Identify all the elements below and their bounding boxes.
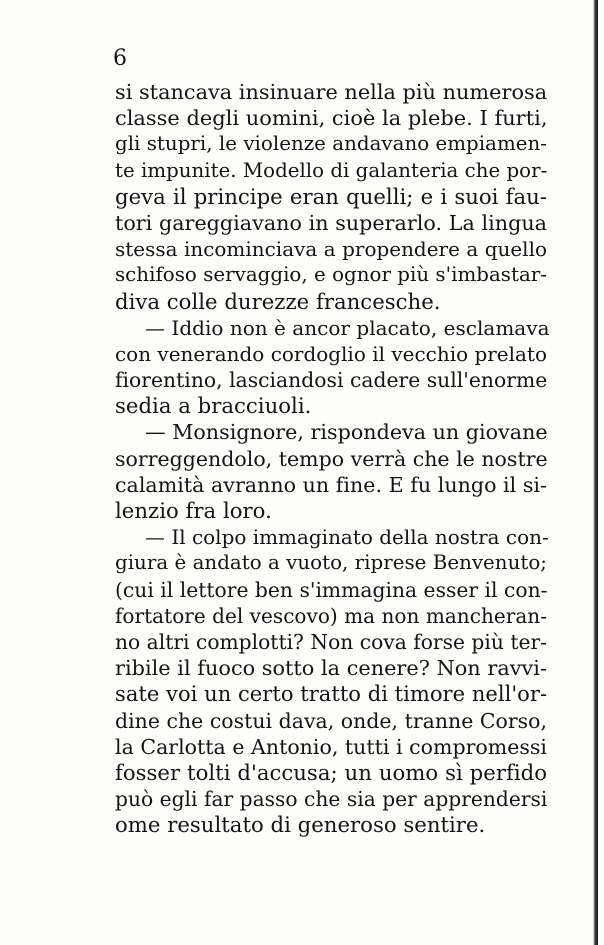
text-line: no altri complotti? Non cova forse più ter- — [115, 629, 547, 654]
text-line: fosser tolti d'accusa; un uomo sì perfido — [115, 759, 547, 785]
text-line: stessa incominciava a propendere a quello — [115, 237, 547, 262]
text-line: sedia a bracciuoli. — [115, 393, 312, 419]
text-line: (cui il lettore ben s'immagina esser il con- — [115, 577, 548, 602]
text-line: gli stupri, le violenze andavano empiamen- — [115, 132, 547, 156]
text-line: si stancava insinuare nella più numerosa — [115, 80, 548, 104]
text-line: — Monsignore, rispondeva un giovane — [145, 420, 548, 445]
text-line: giura è andato a vuoto, riprese Benvenuto; — [115, 551, 547, 575]
text-line: ribile il fuoco sotto la cenere? Non ravvi- — [115, 656, 547, 681]
text-line: sorreggendolo, tempo verrà che le nostre — [115, 446, 548, 471]
text-line: con venerando cordoglio il vecchio prelato — [115, 341, 547, 366]
text-line: può egli far passo che sia per apprendersi — [115, 787, 548, 812]
text-line: — Iddio non è ancor placato, esclamava — [145, 315, 550, 340]
page-number: 6 — [113, 46, 127, 71]
text-line: lenzio fra loro. — [115, 498, 272, 523]
text-line: geva il principe eran quelli; e i suoi fau- — [115, 183, 547, 209]
text-line: la Carlotta e Antonio, tutti i compromessi — [115, 734, 547, 759]
text-line: tori gareggiavano in superarlo. La lingua — [115, 210, 547, 235]
text-line: fortatore del vescovo) ma non mancheran- — [115, 603, 548, 628]
text-line: fiorentino, lasciandosi cadere sull'enorme — [115, 368, 548, 393]
page-edge-margin — [598, 0, 604, 945]
text-line: sate voi un certo tratto di timore nell'or- — [115, 681, 548, 707]
text-line: diva colle durezze francesche. — [115, 288, 441, 314]
text-line: schifoso servaggio, e ognor più s'imbastar- — [115, 263, 547, 287]
text-line: calamità avranno un fine. E fu lungo il si- — [115, 472, 547, 497]
body-text — [115, 79, 550, 838]
text-line: — Il colpo immaginato della nostra con- — [145, 525, 549, 550]
text-line: dine che costui dava, onde, tranne Corso, — [115, 708, 547, 733]
text-line: te impunite. Modello di galanteria che por- — [115, 158, 548, 182]
text-line: ome resultato di generoso sentire. — [115, 812, 486, 838]
text-line: classe degli uomini, cioè la plebe. I furti, — [115, 106, 548, 131]
